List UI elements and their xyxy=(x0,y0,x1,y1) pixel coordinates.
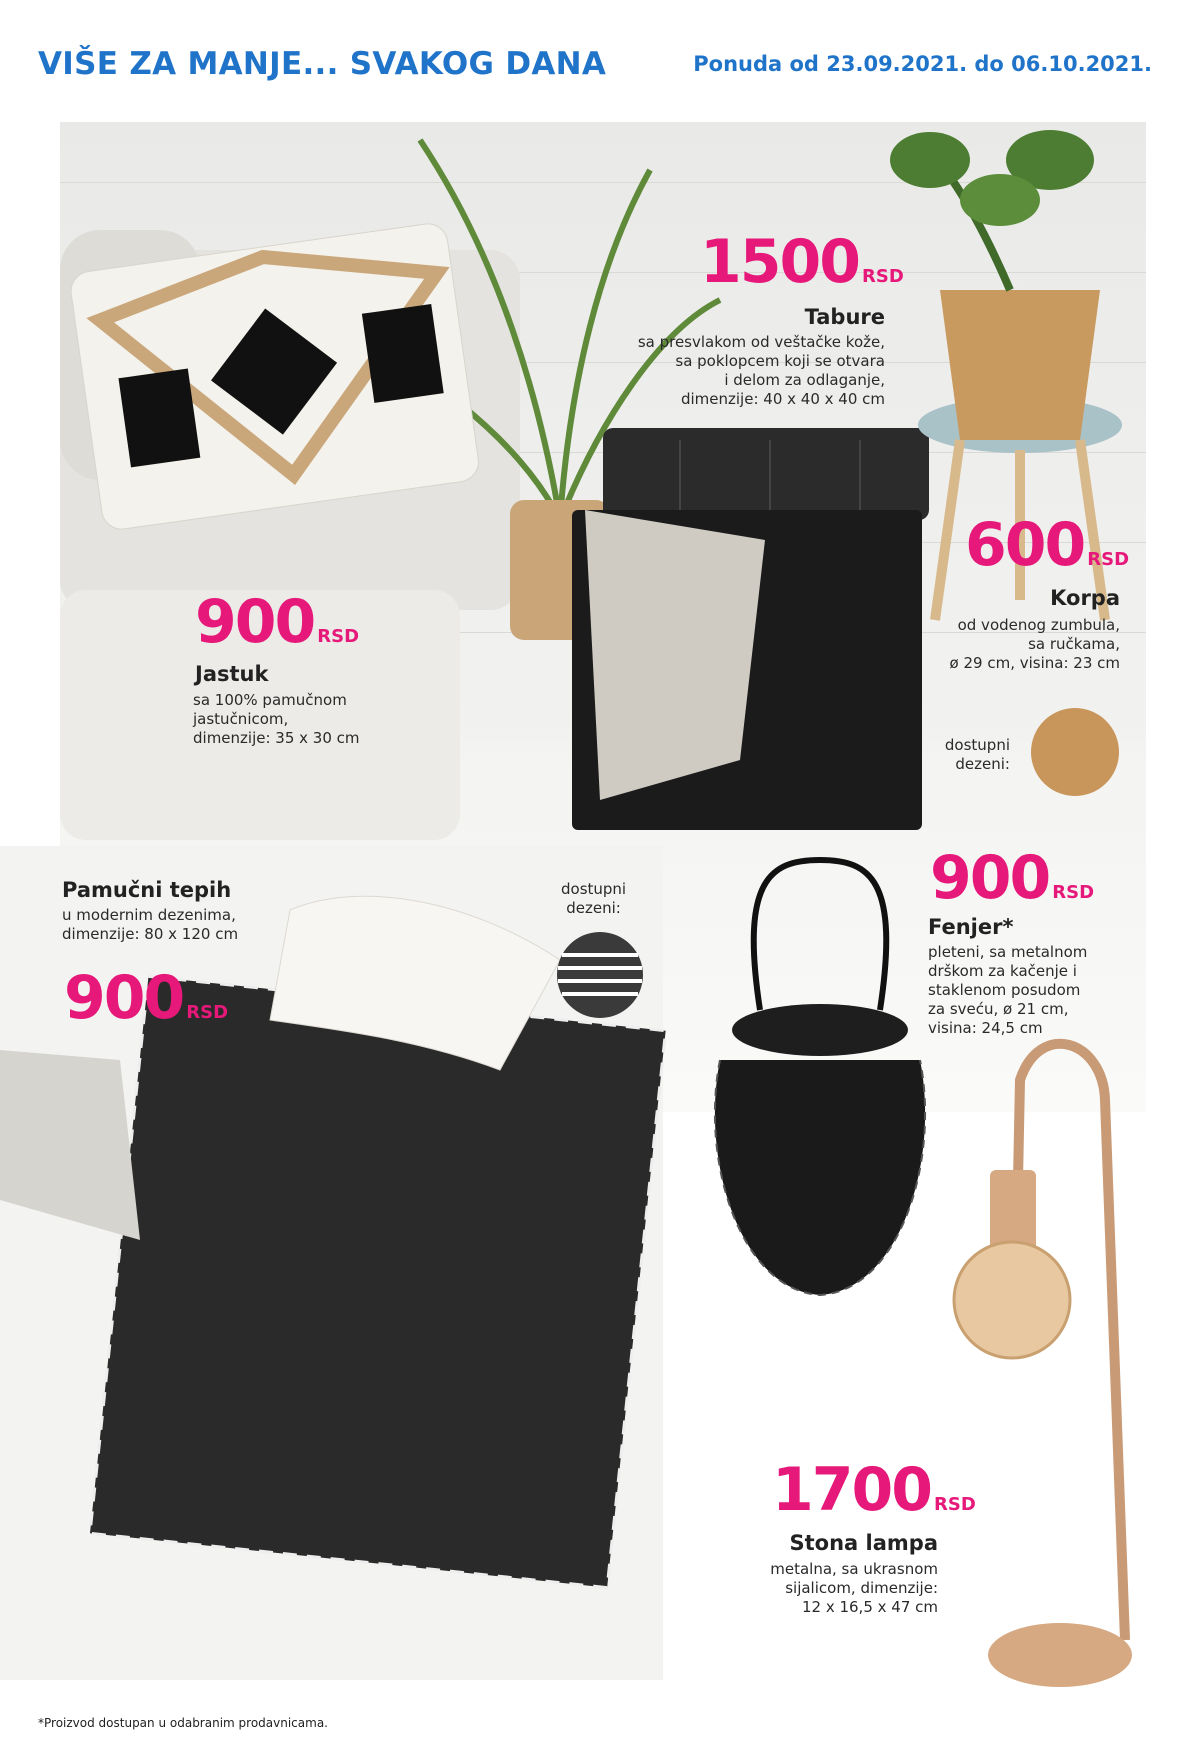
fenjer-title: Fenjer* xyxy=(928,915,1014,939)
fenjer-price: 900 RSD xyxy=(930,843,1095,913)
footnote: *Proizvod dostupan u odabranim prodavnicama. xyxy=(38,1716,328,1730)
korpa-patterns-label: dostupni dezeni: xyxy=(944,736,1010,773)
basket-pattern-swatch xyxy=(1031,708,1119,796)
tabure-price: 1500 RSD xyxy=(700,227,904,297)
fenjer-description: pleteni, sa metalnom drškom za kačenje i staklenom posudom za sveću, ø 21 cm, visina: 24,5 cm xyxy=(928,943,1088,1037)
jastuk-description: sa 100% pamučnom jastučnicom, dimenzije: 35 x 30 cm xyxy=(193,691,360,747)
lampa-price: 1700 RSD xyxy=(772,1455,976,1525)
jastuk-price: 900 RSD xyxy=(195,587,360,657)
tabure-description: sa presvlakom od veštačke kože, sa poklopcem koji se otvara i delom za odlaganje, dimenzije: 40 x 40 x 40 cm xyxy=(637,333,885,408)
lantern-illustration xyxy=(715,860,925,1295)
tepih-description: u modernim dezenima, dimenzije: 80 x 120 cm xyxy=(62,906,239,943)
blanket-illustration xyxy=(585,510,765,800)
tepih-price: 900 RSD xyxy=(64,963,229,1033)
page-title: VIŠE ZA MANJE... SVAKOG DANA xyxy=(38,46,607,82)
korpa-title: Korpa xyxy=(1050,586,1120,610)
rug-illustration xyxy=(90,976,666,1587)
offer-period: Ponuda od 23.09.2021. do 06.10.2021. xyxy=(693,52,1152,76)
tepih-title: Pamučni tepih xyxy=(62,878,232,902)
cushion-illustration xyxy=(69,221,481,531)
korpa-price: 600 RSD xyxy=(965,510,1130,580)
lampa-description: metalna, sa ukrasnom sijalicom, dimenzije: 12 x 16,5 x 47 cm xyxy=(770,1560,938,1616)
lamp-illustration xyxy=(954,1044,1132,1687)
jastuk-title: Jastuk xyxy=(195,662,269,686)
basket-illustration xyxy=(890,130,1100,440)
korpa-description: od vodenog zumbula, sa ručkama, ø 29 cm, visina: 23 cm xyxy=(949,616,1120,672)
tepih-patterns-label: dostupni dezeni: xyxy=(561,880,627,917)
lampa-title: Stona lampa xyxy=(789,1531,938,1555)
tabure-title: Tabure xyxy=(804,305,885,329)
rug-pattern-swatch xyxy=(557,932,643,1018)
